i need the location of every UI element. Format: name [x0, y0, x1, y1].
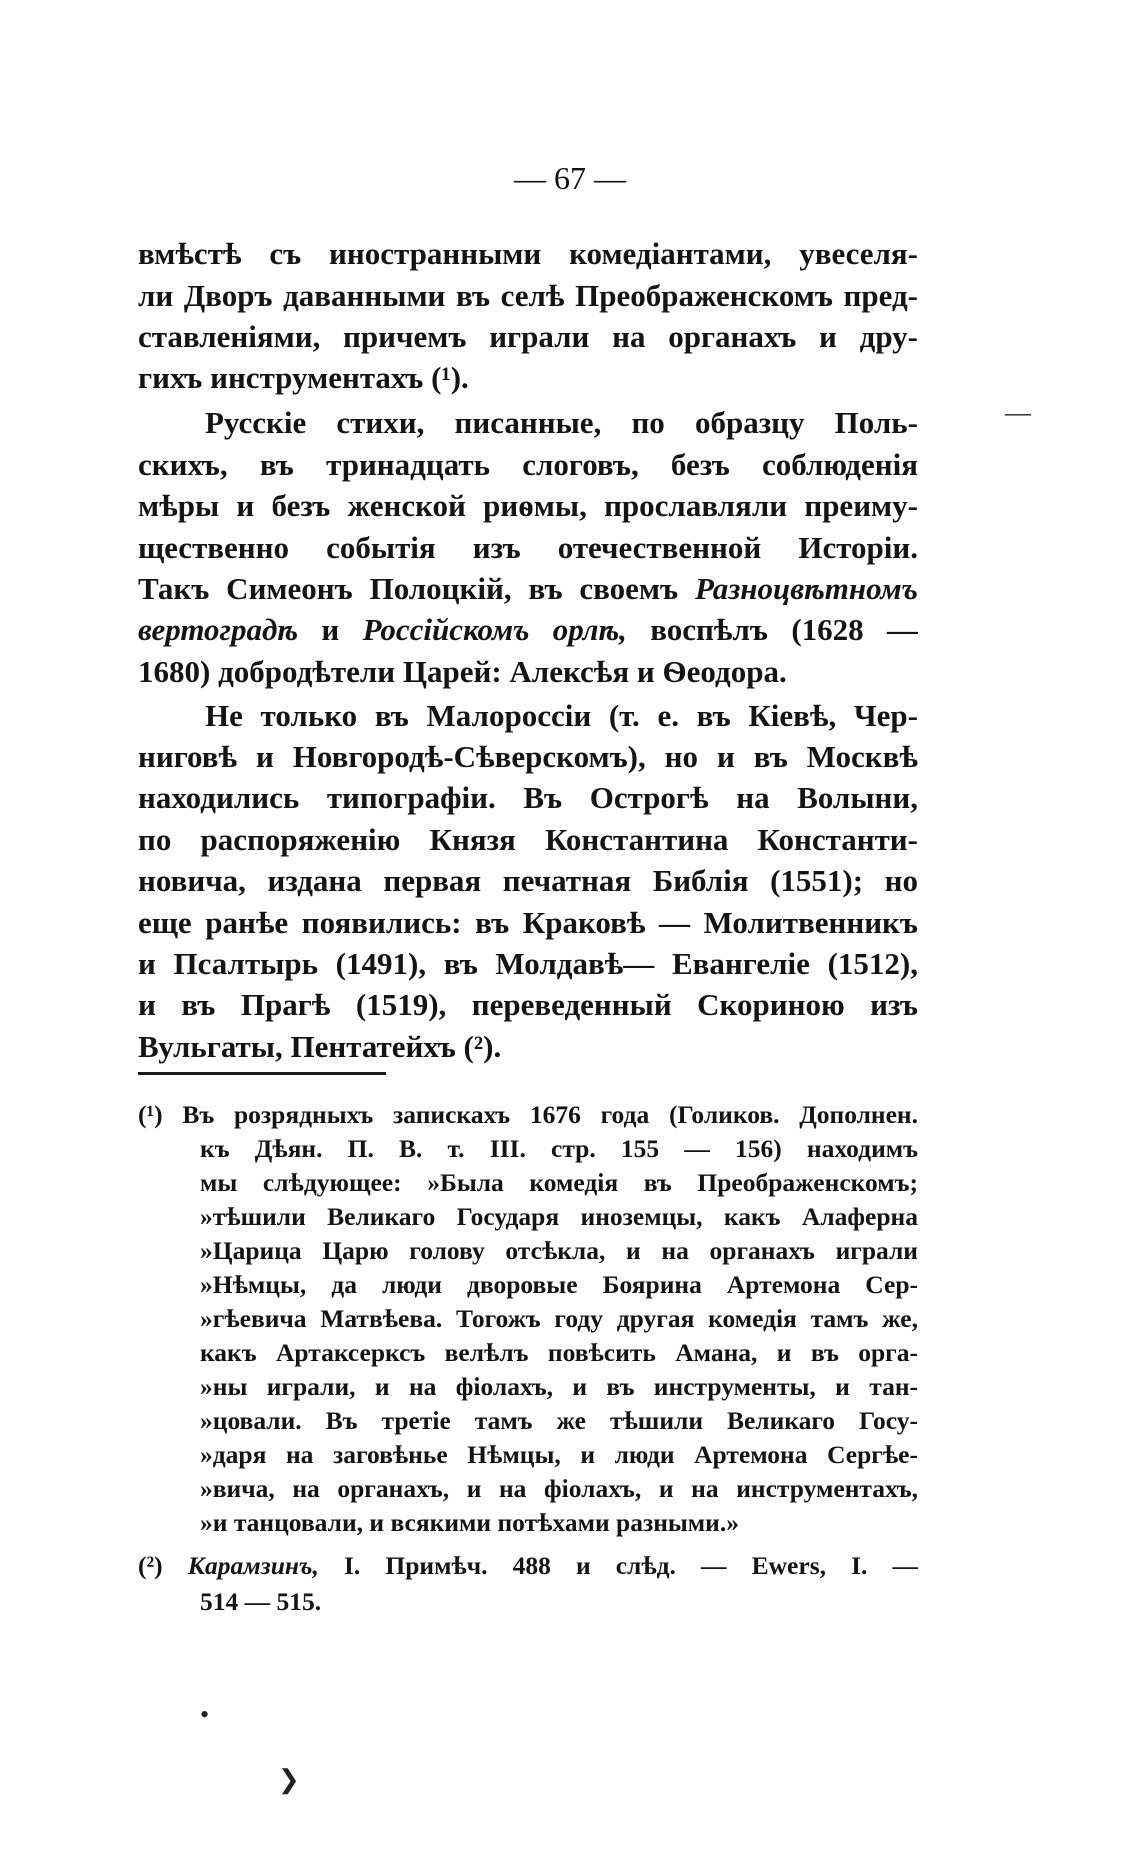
body-line: ниговѣ и Новгородѣ-Сѣверскомъ), но и въ Москвѣ — [138, 739, 918, 774]
body-line: ставленіями, причемъ играли на органахъ и дру- — [138, 319, 918, 354]
footnote-line: »и танцовали, и всякими потѣхами разными.» — [200, 1508, 739, 1537]
footnote-line — [138, 1551, 918, 1581]
body-line: ли Дворъ даванными въ селѣ Преображенскомъ пред- — [138, 278, 918, 313]
body-line: Не только въ Малороссіи (т. е. въ Кіевѣ, Чер- — [205, 698, 918, 733]
body-line: 1680) добродѣтели Царей: Алексѣя и Ѳеодора. — [138, 654, 787, 689]
footnote-rule — [138, 1072, 386, 1075]
footnote-line: »даря на заговѣнье Нѣмцы, и люди Артемона Сергѣе- — [200, 1440, 918, 1469]
footnote-text: I. Примѣч. 488 и слѣд. — Ewers, I. — — [318, 1551, 918, 1580]
body-text: и — [298, 612, 363, 647]
body-line: Русскіе стихи, писанные, по образцу Поль- — [205, 405, 918, 440]
body-text: Такъ Симеонъ Полоцкій, въ своемъ — [138, 571, 679, 606]
body-line: гихъ инструментахъ (¹). — [138, 360, 469, 395]
page-number: — 67 — — [514, 160, 626, 196]
footnote-line: »Царица Царю голову отсѣкла, и на органахъ играли — [200, 1236, 918, 1265]
footnote-line: (¹) Въ розрядныхъ запискахъ 1676 года (Голиков. Дополнен. — [138, 1100, 918, 1129]
body-line: мѣры и безъ женской риѳмы, прославляли преиму- — [138, 488, 918, 523]
footnote-line: »цовали. Въ третіе тамъ же тѣшили Великаго Госу- — [200, 1406, 918, 1435]
margin-dash-mark: — — [1005, 398, 1031, 427]
footnote-line: »гѣевича Матвѣева. Тогожъ году другая комедія тамъ же, — [200, 1304, 918, 1333]
body-line: вмѣстѣ съ иностранными комедіантами, увеселя- — [138, 236, 918, 271]
body-line: и въ Прагѣ (1519), переведенный Скориною изъ — [138, 987, 918, 1022]
body-line: новича, издана первая печатная Библія (1551); но — [138, 863, 918, 898]
footnote-line: »Нѣмцы, да люди дворовые Боярина Артемона Сер- — [200, 1270, 918, 1299]
body-line: скихъ, въ тринадцать слоговъ, безъ соблюденія — [138, 447, 918, 482]
body-line: находились типографіи. Въ Острогѣ на Волыни, — [138, 780, 918, 815]
body-text: воспѣлъ (1628 — — [626, 612, 918, 647]
footnote-marker: (²) — [138, 1551, 188, 1580]
ink-tick-mark: ❯ — [278, 1765, 300, 1794]
body-line: еще ранѣе появились: въ Краковѣ — Молитвенникъ — [138, 905, 918, 940]
body-line — [138, 571, 918, 607]
footnote-line: »вича, на органахъ, и на фіолахъ, и на инструментахъ, — [200, 1474, 918, 1503]
book-title-italic: Разноцвѣтномъ — [694, 571, 918, 606]
footnote-line: къ Дѣян. П. В. т. III. стр. 155 — 156) находимъ — [200, 1134, 918, 1163]
footnote-line: какъ Артаксерксъ велѣлъ повѣсить Амана, и въ орга- — [200, 1338, 918, 1367]
book-title-italic: вертоградѣ — [138, 612, 299, 647]
body-line: по распоряженію Князя Константина Константи- — [138, 822, 918, 857]
body-line — [138, 612, 918, 648]
body-line: Вульгаты, Пентатейхъ (²). — [138, 1029, 502, 1064]
body-line: и Псалтырь (1491), въ Молдавѣ— Евангеліе (1512), — [138, 946, 918, 981]
footnote-line: »ны играли, и на фіолахъ, и въ инструменты, и тан- — [200, 1372, 918, 1401]
footnote-line: 514 — 515. — [200, 1587, 322, 1616]
footnote-line: мы слѣдующее: »Была комедія въ Преображенскомъ; — [200, 1168, 918, 1197]
author-italic: Карамзинъ, — [187, 1551, 319, 1580]
book-title-italic: Россійскомъ орлѣ, — [362, 612, 627, 647]
footnote-line: »тѣшили Великаго Государя иноземцы, какъ Алаферна — [200, 1202, 918, 1231]
ink-dot-mark: • — [200, 1700, 210, 1729]
body-line: щественно событія изъ отечественной Исторіи. — [138, 530, 918, 565]
